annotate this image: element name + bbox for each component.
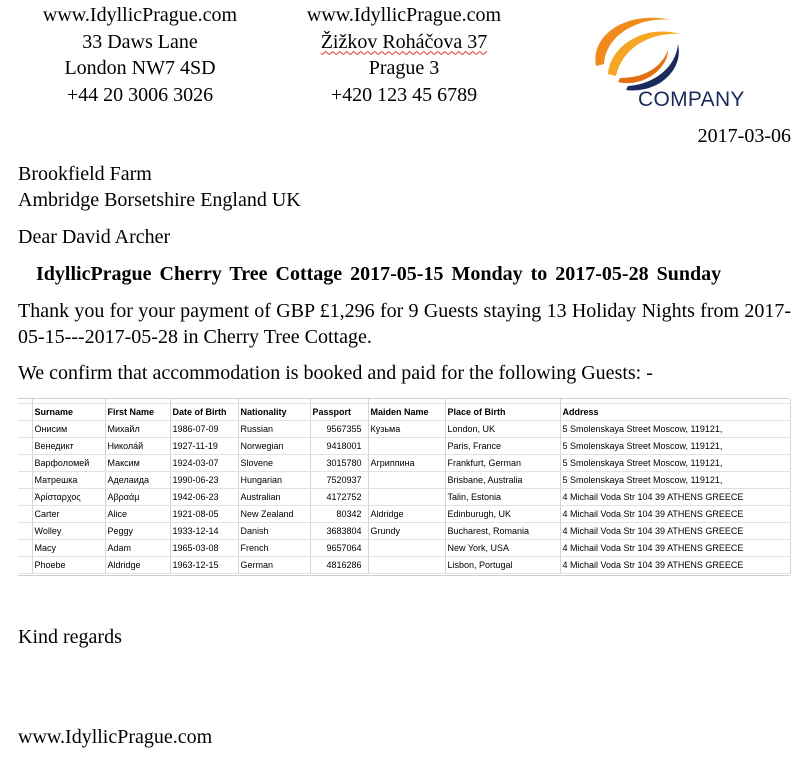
sender-website: www.IdyllicPrague.com <box>306 4 502 26</box>
cell-place-of-birth: Paris, France <box>445 438 560 455</box>
cell-passport: 3683804 <box>310 523 368 540</box>
cell-date-of-birth: 1990-06-23 <box>170 472 238 489</box>
subject-line: IdyllicPrague Cherry Tree Cottage 2017-05-15 Monday to 2017-05-28 Sunday <box>36 263 722 285</box>
table-row <box>18 557 790 574</box>
column-header: Address <box>560 404 790 421</box>
cell-maiden-name: Агриппина <box>368 455 445 472</box>
cell-date-of-birth: 1963-12-15 <box>170 557 238 574</box>
cell-place-of-birth: Talin, Estonia <box>445 489 560 506</box>
cell-passport: 9657064 <box>310 540 368 557</box>
row-gutter <box>18 421 32 438</box>
guest-table-container <box>18 398 790 576</box>
cell-address: 4 Michail Voda Str 104 39 ATHENS GREECE <box>560 540 790 557</box>
sender-address-london <box>20 2 260 108</box>
column-header: First Name <box>105 404 170 421</box>
row-gutter <box>18 472 32 489</box>
cell-passport: 4816286 <box>310 557 368 574</box>
row-gutter <box>18 438 32 455</box>
company-logo <box>588 4 758 112</box>
cell-nationality: Danish <box>238 523 310 540</box>
cell-surname: Phoebe <box>32 557 105 574</box>
cell-place-of-birth: London, UK <box>445 421 560 438</box>
cell-surname: Macy <box>32 540 105 557</box>
cell-place-of-birth: Frankfurt, German <box>445 455 560 472</box>
cell-first-name: Alice <box>105 506 170 523</box>
row-gutter <box>18 540 32 557</box>
cell-address: 5 Smolenskaya Street Moscow, 119121, <box>560 438 790 455</box>
row-gutter <box>18 455 32 472</box>
salutation: Dear David Archer <box>18 226 171 248</box>
sender-city: Prague 3 <box>368 57 440 79</box>
sender-street: 33 Daws Lane <box>82 30 198 53</box>
row-gutter <box>18 506 32 523</box>
row-gutter <box>18 489 32 506</box>
cell-date-of-birth: 1965-03-08 <box>170 540 238 557</box>
column-header: Passport <box>310 404 368 421</box>
cell-surname: Венедикт <box>32 438 105 455</box>
cell-passport: 7520937 <box>310 472 368 489</box>
cell-passport: 4172752 <box>310 489 368 506</box>
table-row <box>18 438 790 455</box>
table-row <box>18 455 790 472</box>
cell-place-of-birth: Edinburugh, UK <box>445 506 560 523</box>
company-logo-text: COMPANY <box>638 88 745 111</box>
table-header-row <box>18 404 790 421</box>
cell-surname: Онисим <box>32 421 105 438</box>
recipient-line-1: Brookfield Farm <box>18 163 152 185</box>
cell-maiden-name: Grundy <box>368 523 445 540</box>
table-row <box>18 540 790 557</box>
cell-first-name: Михайл <box>105 421 170 438</box>
cell-surname: Wolley <box>32 523 105 540</box>
cell-nationality: Russian <box>238 421 310 438</box>
confirmation-paragraph: We confirm that accommodation is booked and paid for the following Guests: - <box>18 362 653 384</box>
cell-first-name: Αβραάμ <box>105 489 170 506</box>
cell-passport: 9418001 <box>310 438 368 455</box>
sender-city: London NW7 4SD <box>64 57 216 79</box>
cell-first-name: Adam <box>105 540 170 557</box>
sender-street: Žižkov Roháčova 37 <box>320 30 488 53</box>
cell-surname: Carter <box>32 506 105 523</box>
payment-paragraph: Thank you for your payment of GBP £1,296 for 9 Guests staying 13 Holiday Nights from 2017-05-15---2017-05-28 in Cherry Tree Cottage. <box>18 300 791 348</box>
cell-maiden-name <box>368 557 445 574</box>
cell-place-of-birth: New York, USA <box>445 540 560 557</box>
cell-date-of-birth: 1921-08-05 <box>170 506 238 523</box>
cell-first-name: Никола́й <box>105 438 170 455</box>
table-row <box>18 472 790 489</box>
cell-maiden-name <box>368 472 445 489</box>
cell-nationality: German <box>238 557 310 574</box>
cell-surname: Варфоломей <box>32 455 105 472</box>
cell-address: 4 Michail Voda Str 104 39 ATHENS GREECE <box>560 557 790 574</box>
cell-nationality: Norwegian <box>238 438 310 455</box>
row-gutter <box>18 523 32 540</box>
cell-nationality: French <box>238 540 310 557</box>
column-header: Nationality <box>238 404 310 421</box>
column-header: Maiden Name <box>368 404 445 421</box>
cell-nationality: Hungarian <box>238 472 310 489</box>
row-gutter <box>18 557 32 574</box>
table-row <box>18 523 790 540</box>
column-header: Date of Birth <box>170 404 238 421</box>
cell-address: 4 Michail Voda Str 104 39 ATHENS GREECE <box>560 506 790 523</box>
cell-first-name: Aldridge <box>105 557 170 574</box>
guest-table <box>18 399 791 574</box>
cell-passport: 80342 <box>310 506 368 523</box>
sender-website: www.IdyllicPrague.com <box>42 4 238 26</box>
cell-address: 4 Michail Voda Str 104 39 ATHENS GREECE <box>560 489 790 506</box>
column-header: Surname <box>32 404 105 421</box>
cell-maiden-name <box>368 489 445 506</box>
cell-address: 4 Michail Voda Str 104 39 ATHENS GREECE <box>560 523 790 540</box>
footer-website: www.IdyllicPrague.com <box>18 726 213 748</box>
cell-surname: Матрешка <box>32 472 105 489</box>
cell-first-name: Максим <box>105 455 170 472</box>
cell-maiden-name: Кузьма <box>368 421 445 438</box>
cell-date-of-birth: 1986-07-09 <box>170 421 238 438</box>
table-row <box>18 421 790 438</box>
cell-place-of-birth: Bucharest, Romania <box>445 523 560 540</box>
sender-phone: +420 123 45 6789 <box>330 83 478 106</box>
cell-first-name: Peggy <box>105 523 170 540</box>
table-row <box>18 489 790 506</box>
cell-date-of-birth: 1933-12-14 <box>170 523 238 540</box>
cell-nationality: New Zealand <box>238 506 310 523</box>
cell-maiden-name <box>368 540 445 557</box>
cell-passport: 9567355 <box>310 421 368 438</box>
closing: Kind regards <box>18 626 122 648</box>
sender-address-prague <box>284 2 524 108</box>
letter-date: 2017-03-06 <box>697 125 791 147</box>
cell-surname: Ἀρίσταρχος <box>32 489 105 506</box>
table-row <box>18 506 790 523</box>
sender-phone: +44 20 3006 3026 <box>66 83 214 106</box>
cell-date-of-birth: 1927-11-19 <box>170 438 238 455</box>
cell-passport: 3015780 <box>310 455 368 472</box>
cell-place-of-birth: Brisbane, Australia <box>445 472 560 489</box>
cell-place-of-birth: Lisbon, Portugal <box>445 557 560 574</box>
cell-address: 5 Smolenskaya Street Moscow, 119121, <box>560 472 790 489</box>
column-header: Place of Birth <box>445 404 560 421</box>
cell-maiden-name <box>368 438 445 455</box>
cell-address: 5 Smolenskaya Street Moscow, 119121, <box>560 421 790 438</box>
cell-nationality: Slovene <box>238 455 310 472</box>
cell-first-name: Аделаида <box>105 472 170 489</box>
cell-address: 5 Smolenskaya Street Moscow, 119121, <box>560 455 790 472</box>
row-gutter <box>18 404 32 421</box>
cell-date-of-birth: 1942-06-23 <box>170 489 238 506</box>
cell-nationality: Australian <box>238 489 310 506</box>
cell-date-of-birth: 1924-03-07 <box>170 455 238 472</box>
cell-maiden-name: Aldridge <box>368 506 445 523</box>
recipient-line-2: Ambridge Borsetshire England UK <box>18 189 301 211</box>
